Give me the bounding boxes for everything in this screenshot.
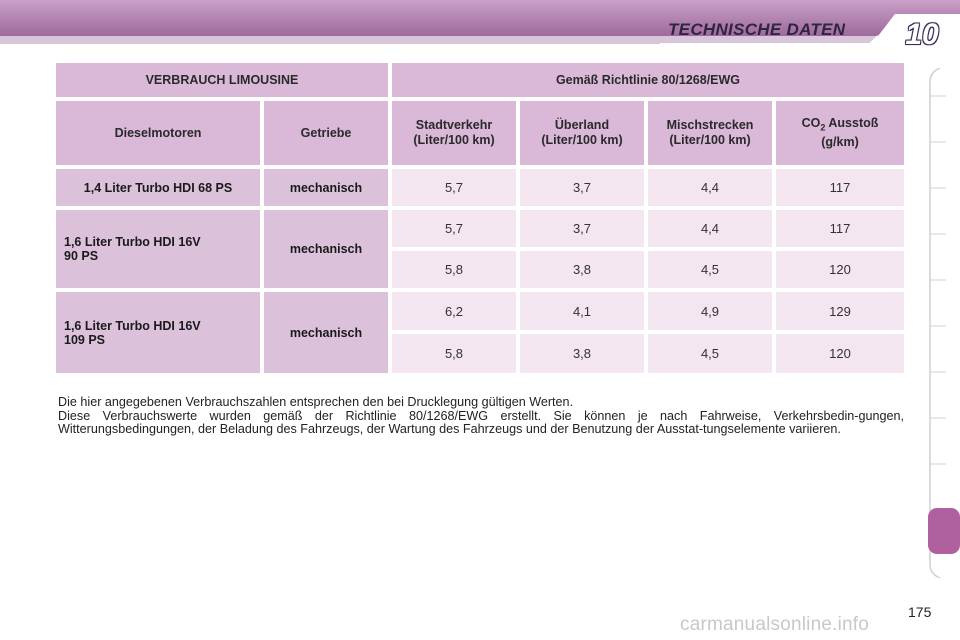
watermark: carmanualsonline.info — [680, 614, 870, 635]
value-cell: 3,7 — [520, 169, 644, 206]
engine-cell: 1,4 Liter Turbo HDI 68 PS — [56, 169, 260, 206]
chapter-tabs — [926, 68, 960, 578]
notes-text — [58, 396, 904, 437]
value-cell: 120 — [776, 251, 904, 288]
column-header-gearbox: Getriebe — [264, 101, 388, 165]
consumption-table — [56, 63, 904, 375]
co2-header-unit: (g/km) — [821, 135, 859, 150]
value-cell: 4,1 — [520, 292, 644, 330]
value-cell: 5,8 — [392, 251, 516, 288]
value-cell: 5,8 — [392, 334, 516, 373]
value-cell: 4,9 — [648, 292, 772, 330]
column-header-co2 — [776, 101, 904, 165]
value-cell: 4,4 — [648, 210, 772, 247]
value-cell: 3,8 — [520, 334, 644, 373]
co2-header-line1: $CO_2$ Ausstoß — [801, 115, 879, 133]
value-cell: 4,4 — [648, 169, 772, 206]
column-header-engine: Dieselmotoren — [56, 101, 260, 165]
note-paragraph: Diese Verbrauchswerte wurden gemäß der Richtlinie 80/1268/EWG erstellt. Sie können je nach Fahrweise, Verkehrsbedin-gungen, Witterungsbedingungen, der Beladung des Fahrzeugs, der Wartung des Fahrzeugs und der Benutzung der Ausstat-tungselemente variieren. — [58, 408, 904, 436]
gearbox-cell: mechanisch — [264, 169, 388, 206]
gearbox-cell: mechanisch — [264, 292, 388, 373]
value-cell: 5,7 — [392, 169, 516, 206]
column-header-combined: Mischstrecken (Liter/100 km) — [648, 101, 772, 165]
value-cell: 3,7 — [520, 210, 644, 247]
page-title: TECHNISCHE DATEN — [668, 20, 846, 39]
engine-cell: 1,6 Liter Turbo HDI 16V 90 PS — [56, 210, 260, 288]
value-cell: 117 — [776, 210, 904, 247]
value-cell: 117 — [776, 169, 904, 206]
engine-cell: 1,6 Liter Turbo HDI 16V 109 PS — [56, 292, 260, 373]
value-cell: 120 — [776, 334, 904, 373]
group-header-left: VERBRAUCH LIMOUSINE — [56, 63, 388, 97]
value-cell: 6,2 — [392, 292, 516, 330]
column-header-city: Stadtverkehr (Liter/100 km) — [392, 101, 516, 165]
page-number: 175 — [908, 604, 932, 620]
column-header-highway: Überland (Liter/100 km) — [520, 101, 644, 165]
value-cell: 3,8 — [520, 251, 644, 288]
chapter-badge: 10 — [905, 18, 939, 51]
group-header-right: Gemäß Richtlinie 80/1268/EWG — [392, 63, 904, 97]
note-line-1: Die hier angegebenen Verbrauchszahlen entsprechen den bei Drucklegung gültigen Werten. — [58, 395, 574, 409]
value-cell: 4,5 — [648, 334, 772, 373]
value-cell: 5,7 — [392, 210, 516, 247]
value-cell: 129 — [776, 292, 904, 330]
gearbox-cell: mechanisch — [264, 210, 388, 288]
value-cell: 4,5 — [648, 251, 772, 288]
